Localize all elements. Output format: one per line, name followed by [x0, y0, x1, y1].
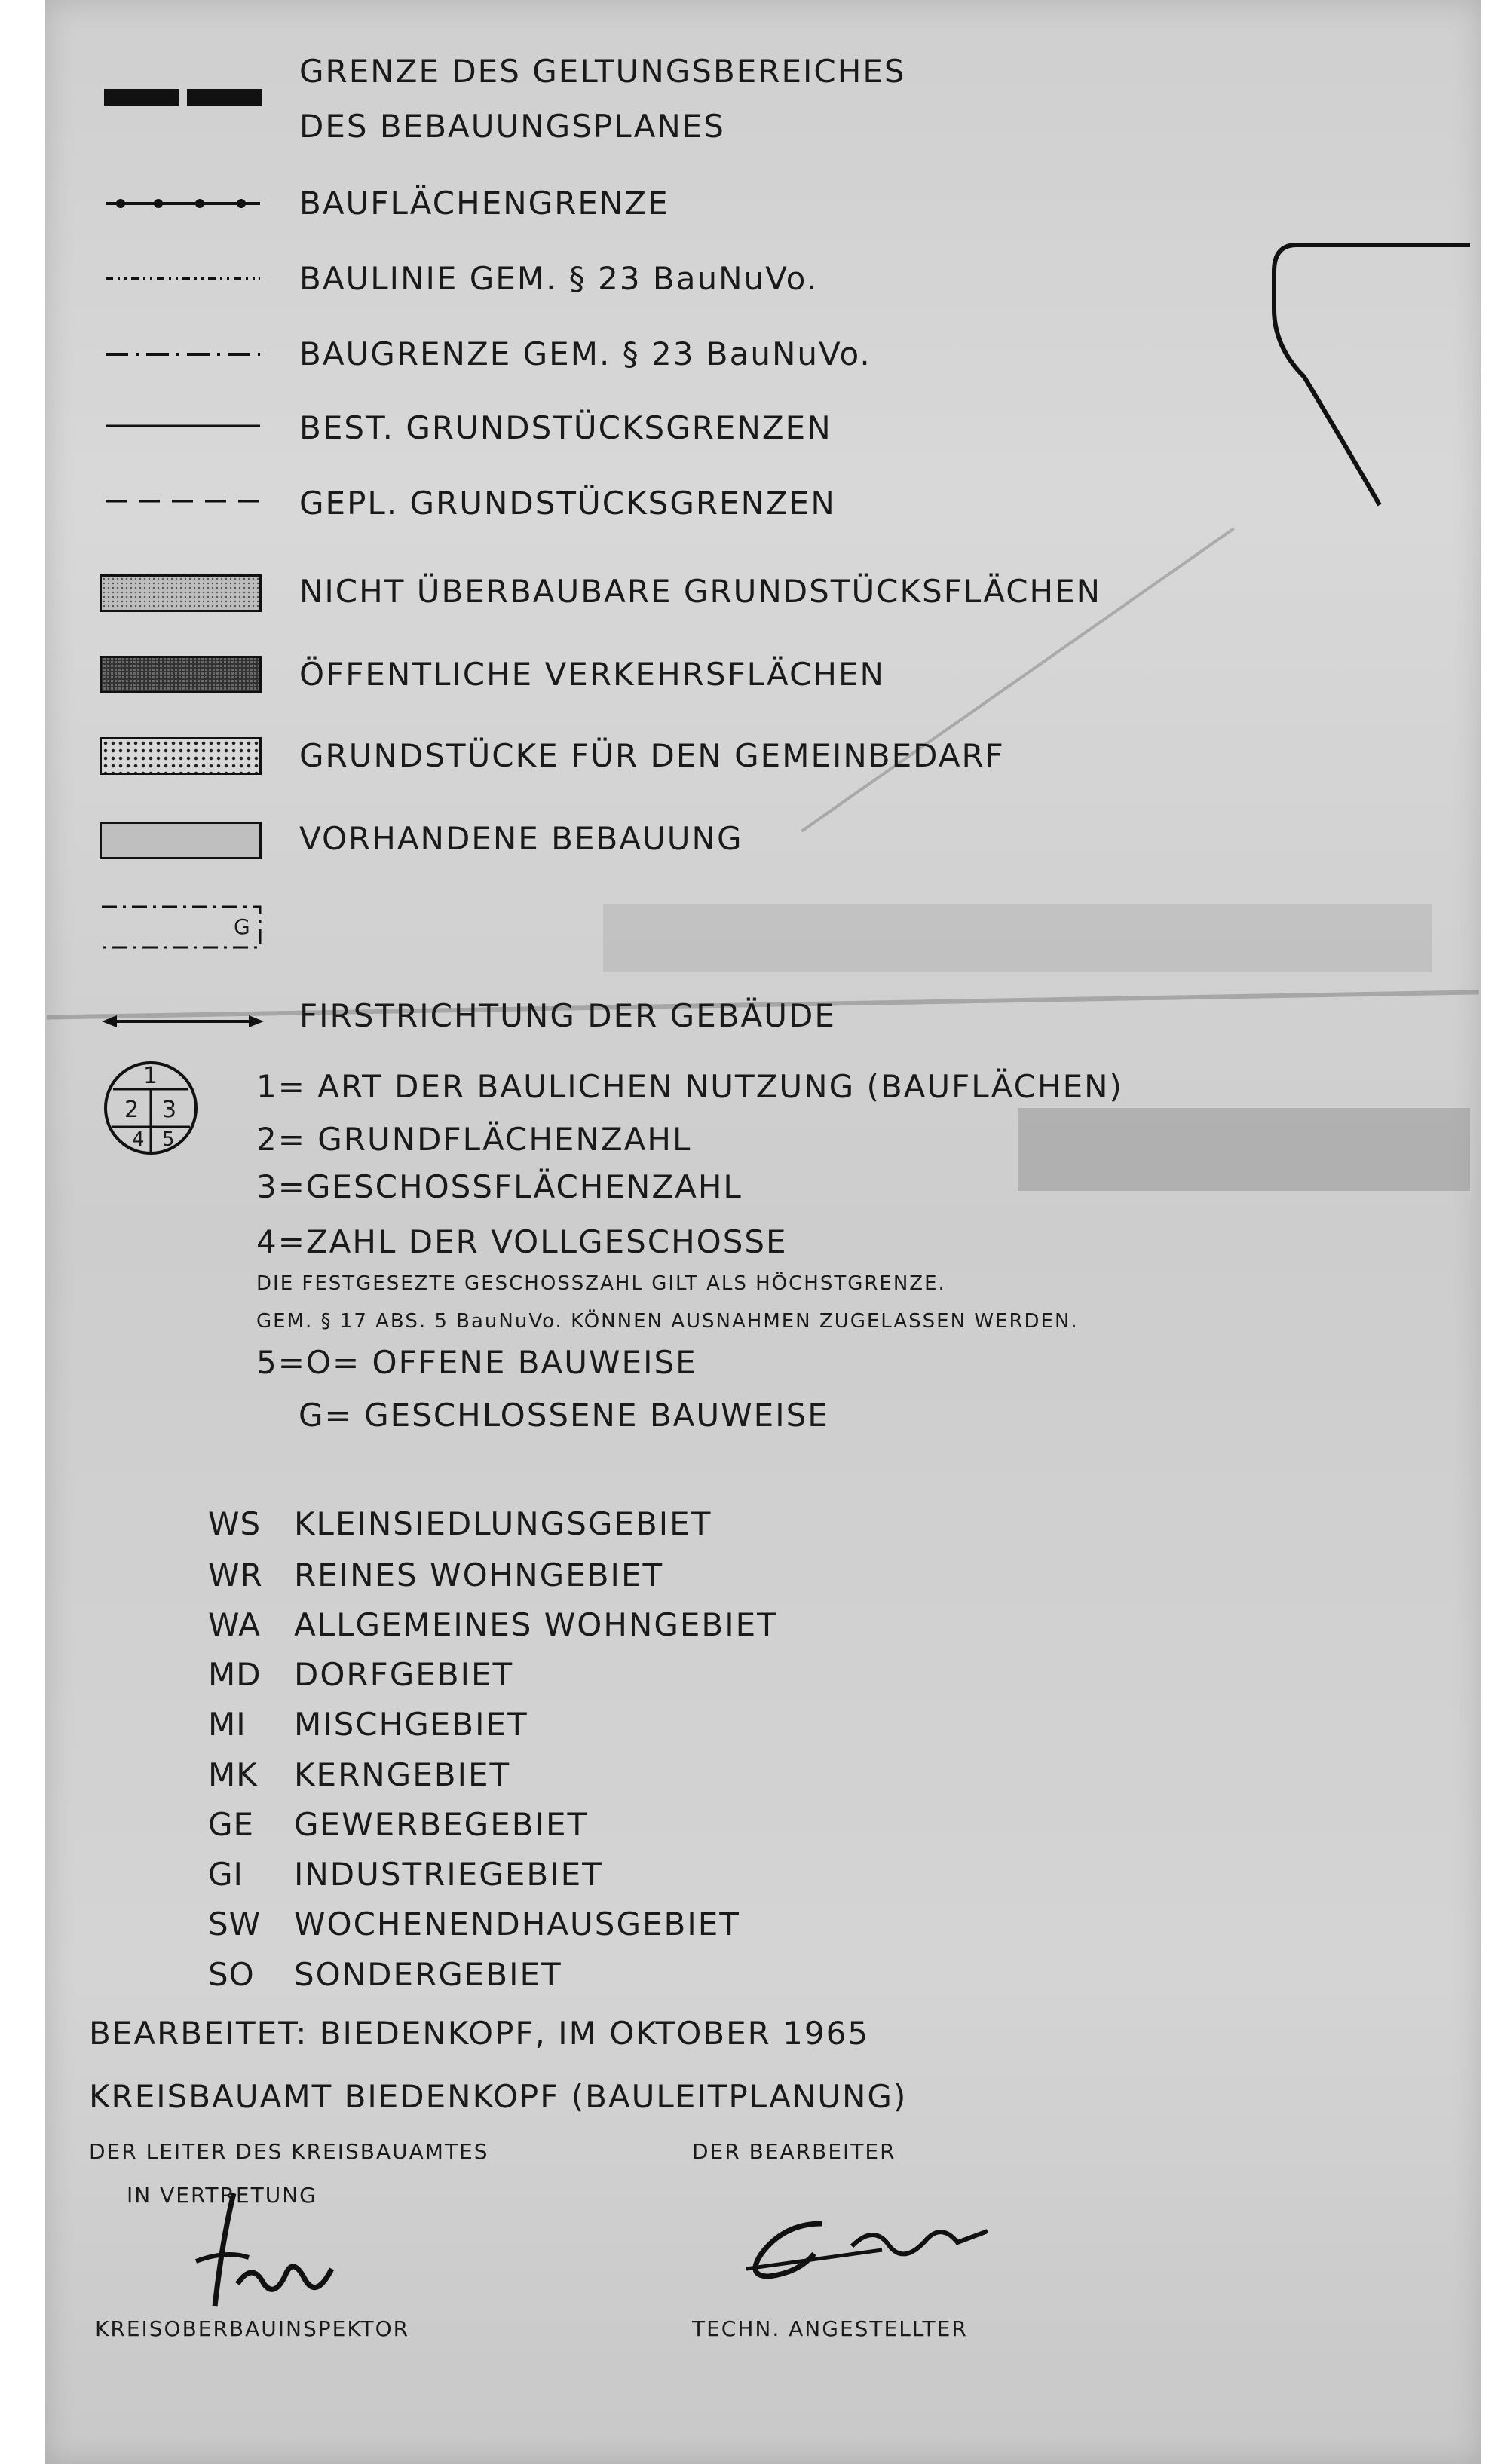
- legend-label-4: BAUGRENZE GEM. § 23 BauNuVo.: [299, 335, 871, 372]
- legend-label-6: GEPL. GRUNDSTÜCKSGRENZEN: [299, 485, 836, 522]
- garage-label: G: [234, 914, 252, 939]
- zone-code: GE: [208, 1806, 255, 1843]
- legend-symbol-fine-dot-box: [100, 574, 262, 612]
- zone-label: REINES WOHNGEBIET: [294, 1556, 664, 1593]
- map-fragment: [1251, 226, 1478, 528]
- legend-label-12: FIRSTRICHTUNG DER GEBÄUDE: [299, 997, 836, 1034]
- bauweise-2: G= GESCHLOSSENE BAUWEISE: [299, 1397, 829, 1434]
- leiter-sub: IN VERTRETUNG: [127, 2183, 317, 2208]
- nutzung-note-2: GEM. § 17 ABS. 5 BauNuVo. KÖNNEN AUSNAHMEN ZUGELASSEN WERDEN.: [256, 1310, 1079, 1333]
- zone-code: WR: [208, 1556, 263, 1593]
- zone-label: KERNGEBIET: [294, 1756, 511, 1793]
- circle-num-5: 5: [162, 1128, 176, 1151]
- legend-label-10: VORHANDENE BEBAUUNG: [299, 820, 743, 857]
- bearbeitet-line: BEARBEITET: BIEDENKOPF, IM OKTOBER 1965: [89, 2015, 870, 2052]
- zone-code: MD: [208, 1656, 262, 1693]
- legend-label-2: BAUFLÄCHENGRENZE: [299, 185, 669, 222]
- zone-label: MISCHGEBIET: [294, 1706, 528, 1743]
- nutzung-4: 4=ZAHL DER VOLLGESCHOSSE: [256, 1223, 788, 1260]
- zone-code: SO: [208, 1956, 255, 1993]
- left-role: KREISOBERBAUINSPEKTOR: [95, 2316, 410, 2341]
- legend-symbol-solid-line: [98, 415, 268, 437]
- nutzung-2: 2= GRUNDFLÄCHENZAHL: [256, 1121, 692, 1158]
- circle-num-1: 1: [143, 1063, 160, 1089]
- legend-symbol-dashed-line: [98, 490, 268, 513]
- legend-symbol-coarse-dot-box: [100, 737, 262, 775]
- nutzung-1: 1= ART DER BAULICHEN NUTZUNG (BAUFLÄCHEN): [256, 1068, 1123, 1105]
- nutzung-3: 3=GESCHOSSFLÄCHENZAHL: [256, 1168, 743, 1205]
- kreisbauamt-line: KREISBAUAMT BIEDENKOPF (BAULEITPLANUNG): [89, 2078, 908, 2115]
- zone-code: GI: [208, 1856, 243, 1893]
- legend-label-9: GRUNDSTÜCKE FÜR DEN GEMEINBEDARF: [299, 737, 1005, 774]
- legend-label-7: NICHT ÜBERBAUBARE GRUNDSTÜCKSFLÄCHEN: [299, 573, 1102, 610]
- right-role: TECHN. ANGESTELLTER: [692, 2316, 968, 2341]
- signature-right: [739, 2208, 995, 2299]
- circle-num-4: 4: [132, 1128, 146, 1151]
- bearbeiter-title: DER BEARBEITER: [692, 2139, 896, 2164]
- legend-symbol-beaded-line: [98, 192, 268, 215]
- leiter-title: DER LEITER DES KREISBAUAMTES: [89, 2139, 489, 2164]
- legend-label-3: BAULINIE GEM. § 23 BauNuVo.: [299, 260, 818, 297]
- zone-label: INDUSTRIEGEBIET: [294, 1856, 603, 1893]
- nutzung-note-1: DIE FESTGESEZTE GESCHOSSZAHL GILT ALS HÖCHSTGRENZE.: [256, 1272, 946, 1295]
- zone-label: GEWERBEGEBIET: [294, 1806, 589, 1843]
- legend-label-8: ÖFFENTLICHE VERKEHRSFLÄCHEN: [299, 656, 885, 693]
- legend-symbol-thick-dashed: [98, 85, 268, 108]
- bauweise-1: 5=O= OFFENE BAUWEISE: [256, 1344, 697, 1381]
- zone-label: WOCHENENDHAUSGEBIET: [294, 1905, 740, 1942]
- zone-code: WS: [208, 1505, 262, 1542]
- zone-code: MK: [208, 1756, 258, 1793]
- legend-symbol-dark-hatch-box: [100, 656, 262, 693]
- zone-code: SW: [208, 1905, 262, 1942]
- circle-num-2: 2: [124, 1097, 141, 1123]
- zone-label: KLEINSIEDLUNGSGEBIET: [294, 1505, 712, 1542]
- circle-num-3: 3: [162, 1097, 179, 1123]
- legend-label-5: BEST. GRUNDSTÜCKSGRENZEN: [299, 409, 832, 446]
- legend-symbol-dash-dot-dot: [98, 268, 268, 290]
- tape-strip: [1018, 1108, 1470, 1191]
- zone-code: WA: [208, 1606, 261, 1643]
- zone-label: SONDERGEBIET: [294, 1956, 562, 1993]
- zone-label: ALLGEMEINES WOHNGEBIET: [294, 1606, 778, 1643]
- legend-symbol-plain-box: [100, 822, 262, 859]
- legend-symbol-dash-dot: [98, 343, 268, 366]
- legend-symbol-double-arrow: [98, 1006, 268, 1036]
- legend-label-1b: DES BEBAUUNGSPLANES: [299, 108, 725, 145]
- signature-left: [181, 2186, 354, 2314]
- tape-strip: [603, 904, 1432, 972]
- legend-label-1a: GRENZE DES GELTUNGSBEREICHES: [299, 53, 906, 90]
- zone-code: MI: [208, 1706, 247, 1743]
- zone-label: DORFGEBIET: [294, 1656, 514, 1693]
